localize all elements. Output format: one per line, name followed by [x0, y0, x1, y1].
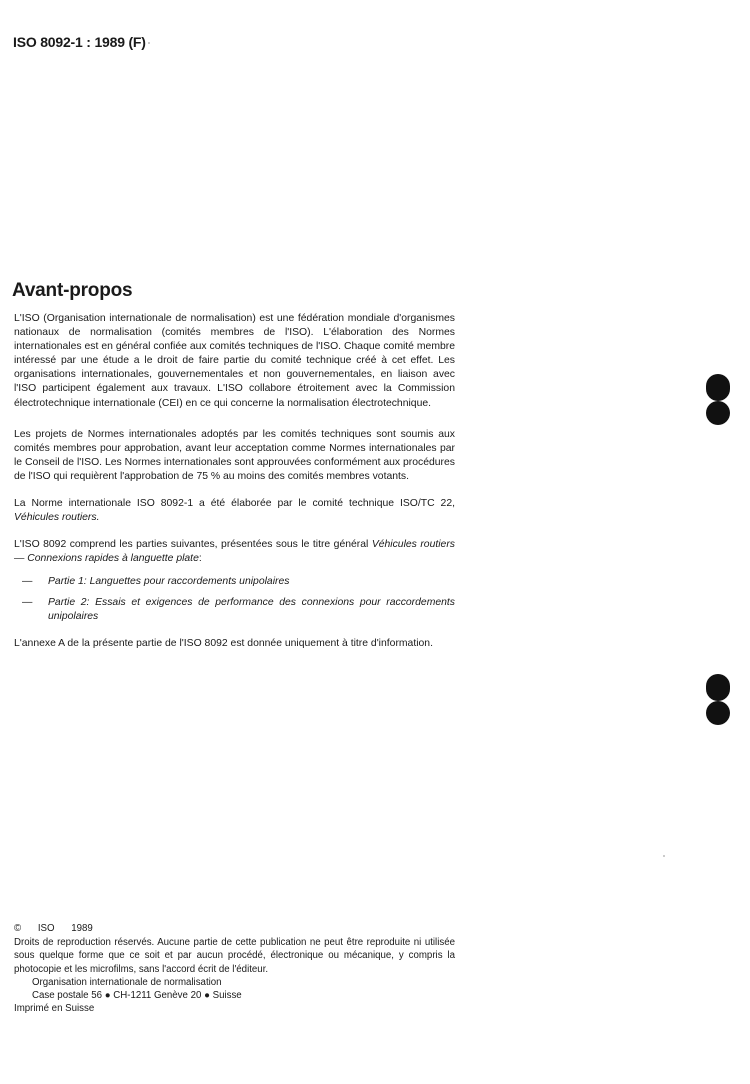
parts-intro-text: L'ISO 8092 comprend les parties suivantes, présentées sous le titre général: [14, 539, 369, 551]
binder-hole-mark-lower: [706, 674, 732, 725]
list-item: [14, 575, 455, 589]
hole-dot: [706, 374, 730, 401]
org-address: Case postale 56 ● CH-1211 Genève 20 ● Suisse: [32, 990, 242, 1002]
list-item-text: Partie 1: Languettes pour raccordements unipolaires: [48, 576, 290, 588]
copyright-org: ISO: [37, 923, 55, 934]
parts-general-title: Véhicules routiers — Connexions rapides à languette plate: [14, 539, 455, 565]
binder-hole-mark-upper: [706, 374, 732, 425]
hole-dot: [706, 701, 730, 725]
hole-dot: [706, 401, 730, 425]
printed-in: Imprimé en Suisse: [14, 1003, 95, 1015]
scan-speck: [663, 855, 665, 857]
committee-title: Véhicules routiers.: [14, 512, 100, 524]
standard-reference: ISO 8092-1 : 1989 (F): [13, 34, 146, 50]
rights-notice: Droits de reproduction réservés. Aucune partie de cette publication ne peut être reproduite ni utilisée sous quelque forme que ce soit et par aucun procédé, électronique ou mécanique, y compris la photocopie et les microfilms, sans l'accord écrit de l'éditeur.: [14, 937, 455, 975]
scan-speck: [148, 42, 150, 44]
foreword-body: [14, 312, 455, 664]
list-item-text: Partie 2: Essais et exigences de performance des connexions pour raccordements unipolaires: [48, 596, 455, 622]
copyright-line: [14, 922, 455, 935]
list-dash: —: [22, 596, 33, 608]
paragraph-committee: [14, 497, 455, 525]
paragraph-parts-intro: [14, 538, 455, 566]
list-dash: —: [22, 576, 33, 588]
paragraph-approval: Les projets de Normes internationales adoptés par les comités techniques sont soumis aux comités membres pour approbation, avant leur acceptation comme Normes internationales par le Conseil de l'ISO. Les Normes internationales sont approuvées conformément aux procédures de l'ISO qui requièrent l'approbation de 75 % au moins des comités membres votants.: [14, 428, 455, 482]
paragraph-iso-intro: L'ISO (Organisation internationale de normalisation) est une fédération mondiale d'organismes nationaux de normalisation (comités membres de l'ISO). L'élaboration des Normes internationales est en général confiée aux comités techniques de l'ISO. Chaque comité membre intéressé par une étude a le droit de faire partie du comité technique créé à cet effet. Les organisations internationales, gouvernementales et non gouvernementales, en liaison avec l'ISO participent également aux travaux. L'ISO collabore étroitement avec la Commission électrotechnique internationale (CEI) en ce qui concerne la normalisation électrotechnique.: [14, 313, 455, 409]
copyright-footer: [14, 922, 455, 1015]
list-item: [14, 596, 455, 624]
parts-intro-colon: :: [198, 553, 202, 565]
page-title: Avant-propos: [12, 280, 133, 301]
copyright-symbol: ©: [14, 923, 22, 934]
hole-dot: [706, 674, 730, 701]
committee-text: La Norme internationale ISO 8092-1 a été élaborée par le comité technique ISO/TC 22,: [14, 498, 455, 510]
org-name: Organisation internationale de normalisation: [32, 976, 222, 988]
paragraph-annex: L'annexe A de la présente partie de l'ISO 8092 est donnée uniquement à titre d'information.: [14, 637, 433, 649]
copyright-year: 1989: [71, 923, 93, 934]
parts-list: [14, 575, 455, 623]
